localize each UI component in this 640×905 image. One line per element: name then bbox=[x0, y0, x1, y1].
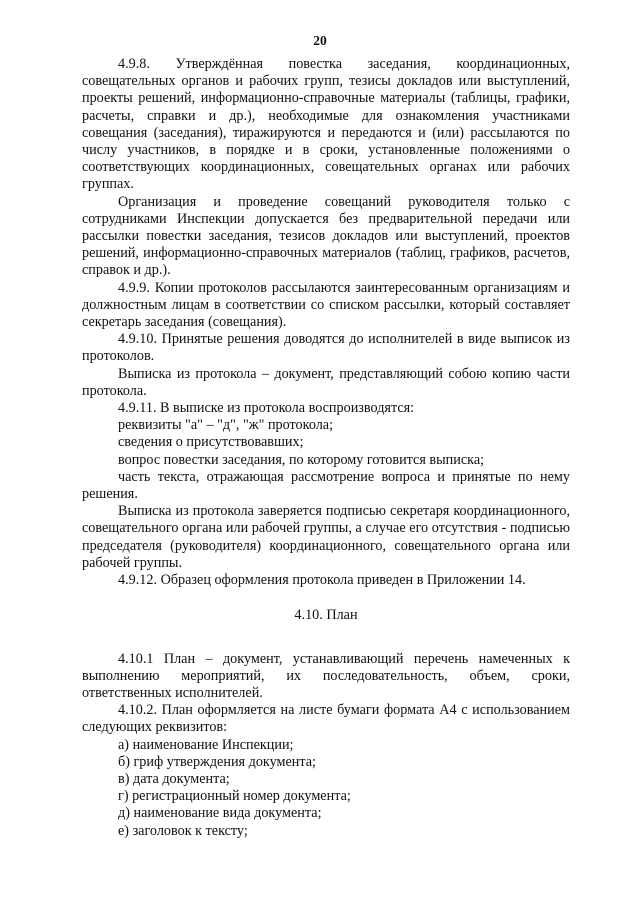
paragraph-4-9-12: 4.9.12. Образец оформления протокола приведен в Приложении 14. bbox=[118, 572, 526, 589]
extract-item-requisites: реквизиты "а" – "д", "ж" протокола; bbox=[118, 417, 334, 434]
paragraph-meetings: Организация и проведение совещаний руководителя только с сотрудниками Инспекции допускается без предварительной передачи или рассылки повестки заседания, тезисов докладов или выступлений, проектов решений, информационно-справочных материалов (таблиц, графиков, расчетов, справок и др.). bbox=[82, 193, 570, 279]
extract-item-agenda: вопрос повестки заседания, по которому готовится выписка; bbox=[118, 451, 485, 468]
paragraph-4-10-1: 4.10.1 План – документ, устанавливающий перечень намеченных к выполнению мероприятий, их последовательность, объем, сроки, ответственных исполнителей. bbox=[82, 650, 570, 701]
list-item: д) наименование вида документа; bbox=[118, 805, 322, 822]
paragraph-certification: Выписка из протокола заверяется подписью секретаря координационного, совещательного органа или рабочей группы, а случае его отсутствия - подписью председателя (руководителя) координационного, совещательного органа или рабочей группы. bbox=[82, 503, 570, 571]
paragraph-4-9-11: 4.9.11. В выписке из протокола воспроизводятся: bbox=[118, 400, 415, 417]
extract-item-text: часть текста, отражающая рассмотрение вопроса и принятые по нему решения. bbox=[82, 468, 570, 503]
page-number: 20 bbox=[313, 33, 327, 48]
paragraph-4-10-2: 4.10.2. План оформляется на листе бумаги формата А4 с использованием следующих реквизитов: bbox=[82, 702, 570, 736]
paragraph-4-9-10: 4.9.10. Принятые решения доводятся до исполнителей в виде выписок из протоколов. bbox=[82, 331, 570, 365]
list-item: е) заголовок к тексту; bbox=[118, 822, 248, 839]
list-item: в) дата документа; bbox=[118, 770, 230, 787]
paragraph-4-9-8: 4.9.8. Утверждённая повестка заседания, координационных, совещательных органов и рабочих групп, тезисы докладов или выступлений, проекты решений, информационно-справочные материалы (таблицы, графики, расчеты, справки и др.), необходимые для ознакомления участниками совещания (заседания), тиражируются и передаются и (или) рассылаются по числу участников, в порядке и в сроки, установленные положениями о соответствующих координационных, совещательных органах или рабочих группах. bbox=[82, 56, 570, 193]
paragraph-4-9-9: 4.9.9. Копии протоколов рассылаются заинтересованным организациям и должностным лицам в соответствии со списком рассылки, который составляет секретарь заседания (совещания). bbox=[82, 279, 570, 331]
list-item: г) регистрационный номер документа; bbox=[118, 788, 351, 805]
document-body bbox=[82, 56, 570, 840]
section-heading-plan: 4.10. План bbox=[294, 607, 358, 624]
list-item: а) наименование Инспекции; bbox=[118, 736, 294, 753]
list-item: б) гриф утверждения документа; bbox=[118, 753, 317, 770]
paragraph-extract-definition: Выписка из протокола – документ, представляющий собою копию части протокола. bbox=[82, 365, 570, 399]
extract-item-attendees: сведения о присутствовавших; bbox=[118, 434, 304, 451]
